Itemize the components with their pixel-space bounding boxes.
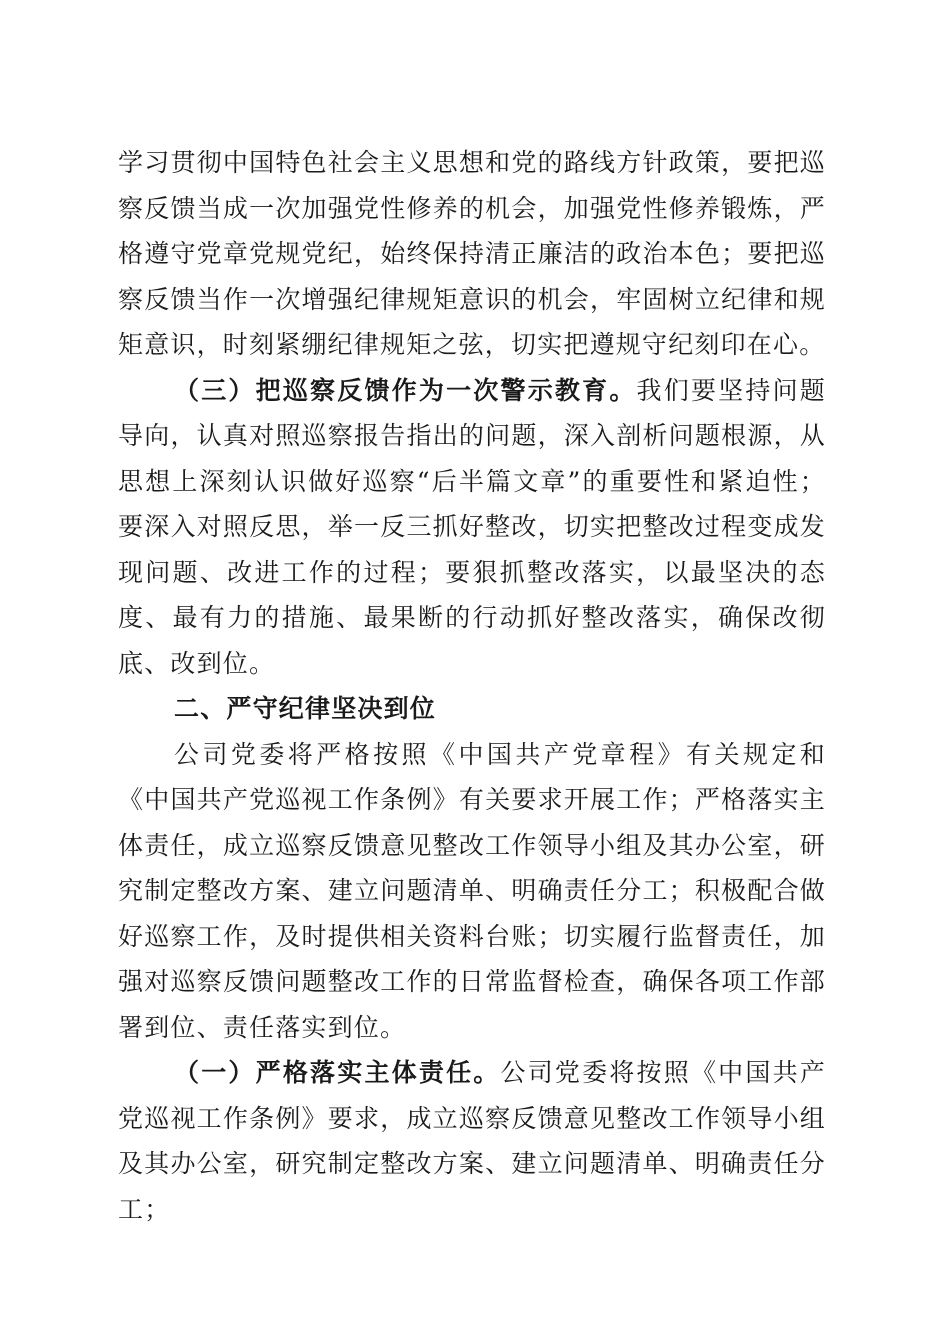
document-body	[118, 140, 826, 1232]
paragraph-party-committee-work: 公司党委将严格按照《中国共产党章程》有关规定和《中国共产党巡视工作条例》有关要求开展工作；严格落实主体责任，成立巡察反馈意见整改工作领导小组及其办公室，研究制定整改方案、建立问题清单、明确责任分工；积极配合做好巡察工作，及时提供相关资料台账；切实履行监督责任，加强对巡察反馈问题整改工作的日常监督检查，确保各项工作部署到位、责任落实到位。	[118, 739, 826, 1042]
paragraph-study-party-spirit: 学习贯彻中国特色社会主义思想和党的路线方针政策，要把巡察反馈当成一次加强党性修养的机会，加强党性修养锻炼，严格遵守党章党规党纪，始终保持清正廉洁的政治本色；要把巡察反馈当作一次增强纪律规矩意识的机会，牢固树立纪律和规矩意识，时刻紧绷纪律规矩之弦，切实把遵规守纪刻印在心。	[118, 148, 826, 359]
subheading-warning-education: （三）把巡察反馈作为一次警示教育。	[174, 375, 637, 405]
subheading-main-responsibility: （一）严格落实主体责任。	[174, 1058, 501, 1087]
paragraph-main-responsibility-text: 公司党委将按照《中国共产党巡视工作条例》要求，成立巡察反馈意见整改工作领导小组及其办公室，研究制定整改方案、建立问题清单、明确责任分工；	[118, 1058, 826, 1224]
paragraph-warning-education	[118, 368, 826, 687]
paragraph-main-responsibility	[118, 1050, 826, 1232]
paragraph-warning-education-text: 我们要坚持问题导向，认真对照巡察报告指出的问题，深入剖析问题根源，从思想上深刻认识做好巡察“后半篇文章”的重要性和紧迫性；要深入对照反思，举一反三抓好整改，切实把整改过程变成发现问题、改进工作的过程；要狠抓整改落实，以最坚决的态度、最有力的措施、最果断的行动抓好整改落实，确保改彻底、改到位。	[118, 375, 826, 678]
section-heading-discipline: 二、严守纪律坚决到位	[174, 694, 437, 723]
